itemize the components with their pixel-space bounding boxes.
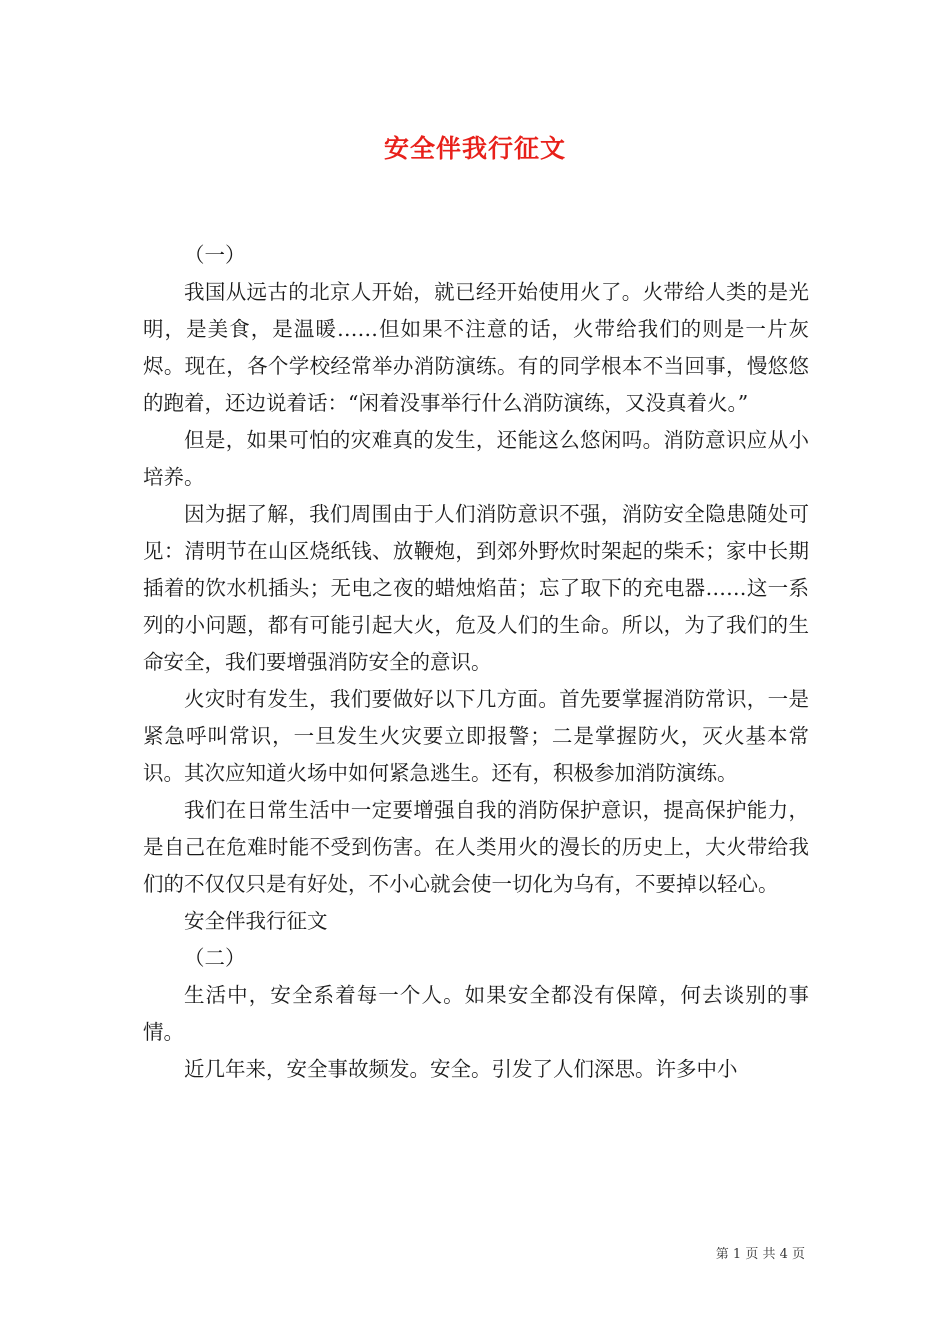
body-paragraph: 我们在日常生活中一定要增强自我的消防保护意识，提高保护能力，是自己在危难时能不受到伤害。在人类用火的漫长的历史上，大火带给我们的不仅仅只是有好处，不小心就会使一切化为乌有，不要掉以轻心。 <box>143 798 809 896</box>
body-paragraph: 我国从远古的北京人开始，就已经开始使用火了。火带给人类的是光明，是美食，是温暖……但如果不注意的话，火带给我们的则是一片灰烬。现在，各个学校经常举办消防演练。有的同学根本不当回事，慢悠悠的跑着，还边说着话：“闲着没事举行什么消防演练，又没真着火。” <box>143 280 809 415</box>
document-title: 安全伴我行征文 <box>383 134 566 163</box>
body-paragraph: 生活中，安全系着每一个人。如果安全都没有保障，何去谈别的事情。 <box>143 983 809 1044</box>
body-paragraph: 近几年来，安全事故频发。安全。引发了人们深思。许多中小 <box>184 1057 738 1081</box>
body-paragraph: 但是，如果可怕的灾难真的发生，还能这么悠闲吗。消防意识应从小培养。 <box>143 428 809 489</box>
document-body <box>143 237 809 1088</box>
page-number: 第 1 页 共 4 页 <box>715 1247 805 1262</box>
body-paragraph: 火灾时有发生，我们要做好以下几方面。首先要掌握消防常识，一是紧急呼叫常识，一旦发生火灾要立即报警；二是掌握防火，灭火基本常识。其次应知道火场中如何紧急逃生。还有，积极参加消防演练。 <box>143 687 809 785</box>
repeated-title: 安全伴我行征文 <box>184 909 328 933</box>
section-heading-2: （二） <box>184 946 246 970</box>
section-heading-1: （一） <box>184 243 246 267</box>
body-paragraph: 因为据了解，我们周围由于人们消防意识不强，消防安全隐患随处可见：清明节在山区烧纸钱、放鞭炮，到郊外野炊时架起的柴禾；家中长期插着的饮水机插头；无电之夜的蜡烛焰苗；忘了取下的充电器……这一系列的小问题，都有可能引起大火，危及人们的生命。所以，为了我们的生命安全，我们要增强消防安全的意识。 <box>143 502 809 674</box>
